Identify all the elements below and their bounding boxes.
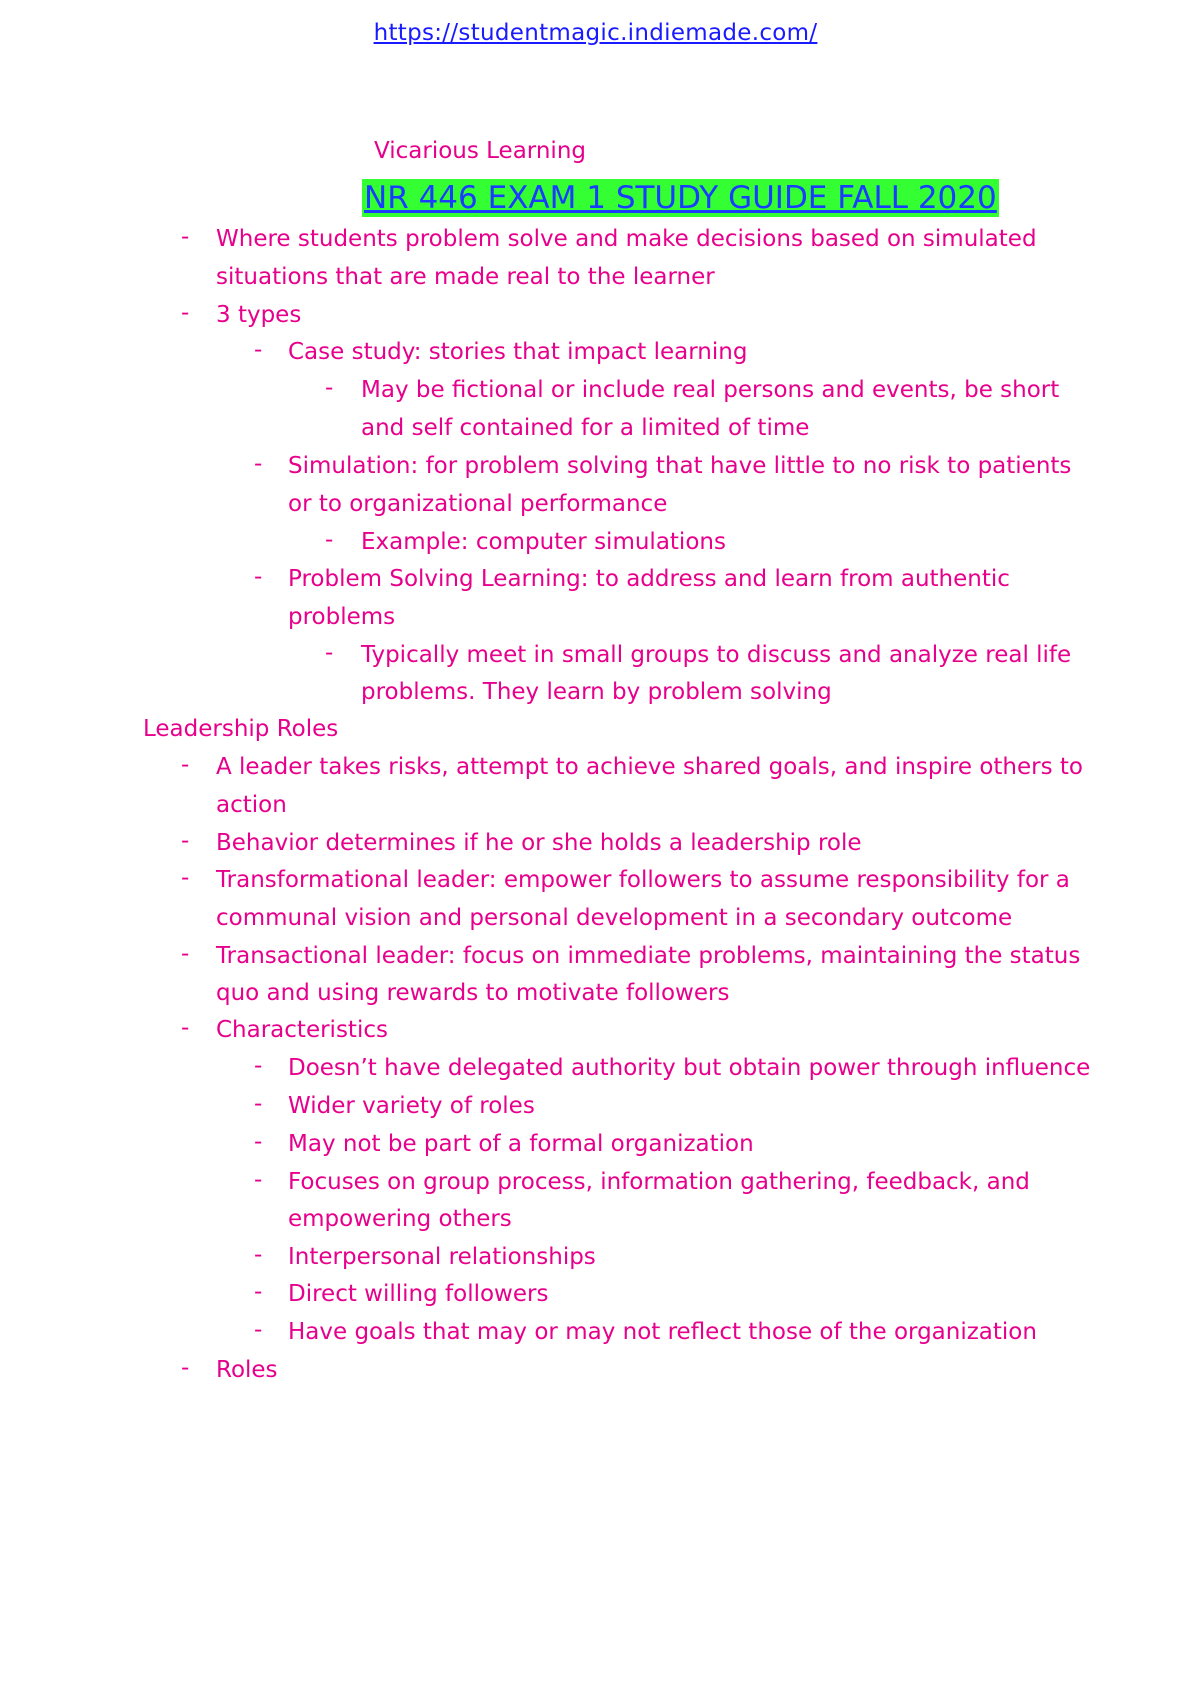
list-item-text: Simulation: for problem solving that have little to no risk to patients <box>288 453 1072 479</box>
list-item-text: Characteristics <box>216 1017 388 1043</box>
bullet-dash: - <box>325 640 334 666</box>
bullet-dash: - <box>254 1129 263 1155</box>
bullet-dash: - <box>181 1015 190 1041</box>
bullet-dash: - <box>181 1355 190 1381</box>
list-item-text: Focuses on group process, information gathering, feedback, and <box>288 1169 1030 1195</box>
list-item-text: Where students problem solve and make decisions based on simulated <box>216 226 1037 252</box>
bullet-dash: - <box>181 828 190 854</box>
list-item-text: Transformational leader: empower followers to assume responsibility for a <box>216 867 1070 893</box>
bullet-dash: - <box>325 375 334 401</box>
bullet-dash: - <box>181 224 190 250</box>
bullet-dash: - <box>254 1279 263 1305</box>
list-item-text: Problem Solving Learning: to address and learn from authentic <box>288 566 1010 592</box>
list-item-text: Example: computer simulations <box>361 529 726 555</box>
list-item-text: Wider variety of roles <box>288 1093 535 1119</box>
list-item-text: situations that are made real to the learner <box>216 264 715 290</box>
list-item-text: Direct willing followers <box>288 1281 549 1307</box>
list-item-text: communal vision and personal development in a secondary outcome <box>216 905 1013 931</box>
bullet-dash: - <box>254 564 263 590</box>
list-item-text: 3 types <box>216 302 302 328</box>
list-item-text: A leader takes risks, attempt to achieve shared goals, and inspire others to <box>216 754 1083 780</box>
list-item-text: or to organizational performance <box>288 491 668 517</box>
list-item-text: Behavior determines if he or she holds a leadership role <box>216 830 862 856</box>
bullet-dash: - <box>325 527 334 553</box>
bullet-dash: - <box>254 337 263 363</box>
list-item-text: Transactional leader: focus on immediate problems, maintaining the status <box>216 943 1081 969</box>
list-item-text: Roles <box>216 1357 278 1383</box>
list-item-text: action <box>216 792 287 818</box>
section-subtitle: Vicarious Learning <box>374 138 586 164</box>
list-item-text: Interpersonal relationships <box>288 1244 596 1270</box>
list-item-text: Doesn’t have delegated authority but obtain power through influence <box>288 1055 1091 1081</box>
list-item-text: Case study: stories that impact learning <box>288 339 748 365</box>
document-title: NR 446 EXAM 1 STUDY GUIDE FALL 2020 <box>364 180 997 216</box>
bullet-dash: - <box>254 1053 263 1079</box>
bullet-dash: - <box>181 752 190 778</box>
source-url-link[interactable]: https://studentmagic.indiemade.com/ <box>373 20 818 46</box>
list-item-text: problems. They learn by problem solving <box>361 679 832 705</box>
bullet-dash: - <box>254 1091 263 1117</box>
list-item-text: Typically meet in small groups to discuss and analyze real life <box>361 642 1072 668</box>
bullet-dash: - <box>254 1167 263 1193</box>
bullet-dash: - <box>254 451 263 477</box>
list-item-text: Have goals that may or may not reflect those of the organization <box>288 1319 1037 1345</box>
bullet-dash: - <box>254 1242 263 1268</box>
list-item-text: quo and using rewards to motivate followers <box>216 980 730 1006</box>
bullet-dash: - <box>181 300 190 326</box>
list-item-text: empowering others <box>288 1206 512 1232</box>
section-heading: Leadership Roles <box>143 716 339 742</box>
bullet-dash: - <box>181 865 190 891</box>
list-item-text: and self contained for a limited of time <box>361 415 810 441</box>
bullet-dash: - <box>254 1317 263 1343</box>
bullet-dash: - <box>181 941 190 967</box>
list-item-text: problems <box>288 604 396 630</box>
list-item-text: May be fictional or include real persons and events, be short <box>361 377 1060 403</box>
list-item-text: May not be part of a formal organization <box>288 1131 754 1157</box>
